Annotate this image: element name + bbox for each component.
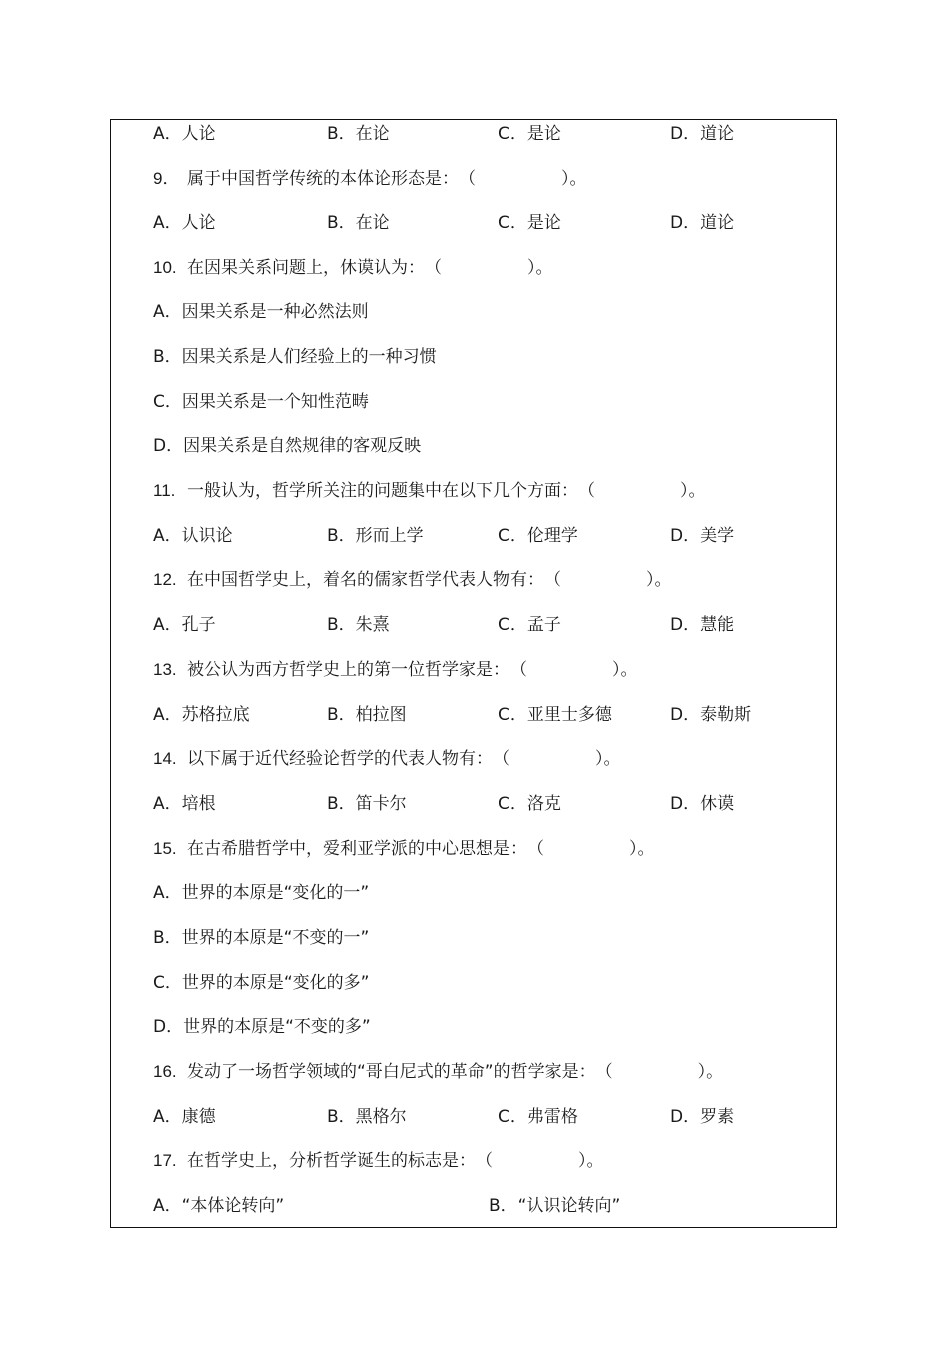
option-d: D．罗素 xyxy=(670,1107,735,1127)
option-b: B．形而上学 xyxy=(327,526,424,546)
option-c: C．因果关系是一个知性范畴 xyxy=(153,392,369,412)
option-c: C．亚里士多德 xyxy=(498,705,612,725)
option-a: A．苏格拉底 xyxy=(153,705,250,725)
option-a: A．世界的本原是“变化的一” xyxy=(153,883,370,903)
question-text: 发动了一场哲学领域的“哥白尼式的革命”的哲学家是： （ ）。 xyxy=(187,1062,724,1082)
question-text: 被公认为西方哲学史上的第一位哲学家是： （ ）。 xyxy=(187,660,638,680)
question-number: 14. xyxy=(153,749,177,768)
option-c: C．弗雷格 xyxy=(498,1107,578,1127)
option-c: C．孟子 xyxy=(498,615,561,635)
question-number: 17. xyxy=(153,1151,177,1170)
option-c: C．世界的本原是“变化的多” xyxy=(153,973,370,993)
option-b: B．世界的本原是“不变的一” xyxy=(153,928,370,948)
option-a: A．人论 xyxy=(153,213,216,233)
option-b: B．“认识论转向” xyxy=(489,1196,621,1216)
question-text: 在因果关系问题上，休谟认为： （ ）。 xyxy=(187,258,553,278)
option-c: C．是论 xyxy=(498,124,561,144)
question-text: 在古希腊哲学中，爱利亚学派的中心思想是： （ ）。 xyxy=(187,839,655,859)
question-11 xyxy=(153,478,706,504)
question-16 xyxy=(153,1059,723,1085)
option-a: A．认识论 xyxy=(153,526,233,546)
option-b: B．黑格尔 xyxy=(327,1107,407,1127)
question-number: 16. xyxy=(153,1062,177,1081)
option-a: A．人论 xyxy=(153,124,216,144)
option-d: D．道论 xyxy=(670,213,735,233)
question-text: 属于中国哲学传统的本体论形态是： （ ）。 xyxy=(187,169,587,189)
option-a: A．孔子 xyxy=(153,615,216,635)
option-c: C．洛克 xyxy=(498,794,561,814)
option-b: B．朱熹 xyxy=(327,615,390,635)
option-c: C．伦理学 xyxy=(498,526,578,546)
question-text: 一般认为，哲学所关注的问题集中在以下几个方面： （ ）。 xyxy=(187,481,706,501)
question-text: 在中国哲学史上，着名的儒家哲学代表人物有： （ ）。 xyxy=(187,570,672,590)
option-d: D．泰勒斯 xyxy=(670,705,752,725)
option-b: B．笛卡尔 xyxy=(327,794,407,814)
option-a: A．培根 xyxy=(153,794,216,814)
option-a: A．“本体论转向” xyxy=(153,1196,285,1216)
option-c: C．是论 xyxy=(498,213,561,233)
question-number: 12. xyxy=(153,570,177,589)
option-d: D．慧能 xyxy=(670,615,735,635)
option-b: B．在论 xyxy=(327,213,390,233)
question-number: 11. xyxy=(153,481,176,500)
option-d: D．因果关系是自然规律的客观反映 xyxy=(153,436,422,456)
question-14 xyxy=(153,746,621,772)
question-10 xyxy=(153,255,553,281)
question-number: 10. xyxy=(153,258,177,277)
option-d: D．世界的本原是“不变的多” xyxy=(153,1017,371,1037)
question-number: 13. xyxy=(153,660,177,679)
option-b: B．柏拉图 xyxy=(327,705,407,725)
option-a: A．康德 xyxy=(153,1107,216,1127)
option-b: B．因果关系是人们经验上的一种习惯 xyxy=(153,347,437,367)
option-d: D．美学 xyxy=(670,526,735,546)
option-a: A．因果关系是一种必然法则 xyxy=(153,302,369,322)
option-d: D．道论 xyxy=(670,124,735,144)
question-9 xyxy=(153,166,587,192)
option-b: B．在论 xyxy=(327,124,390,144)
question-17 xyxy=(153,1148,604,1174)
question-text: 在哲学史上，分析哲学诞生的标志是： （ ）。 xyxy=(187,1151,604,1171)
question-number: 9． xyxy=(153,169,180,188)
question-12 xyxy=(153,567,672,593)
question-text: 以下属于近代经验论哲学的代表人物有： （ ）。 xyxy=(187,749,621,769)
question-15 xyxy=(153,836,655,862)
option-d: D．休谟 xyxy=(670,794,735,814)
question-13 xyxy=(153,657,638,683)
question-number: 15. xyxy=(153,839,177,858)
